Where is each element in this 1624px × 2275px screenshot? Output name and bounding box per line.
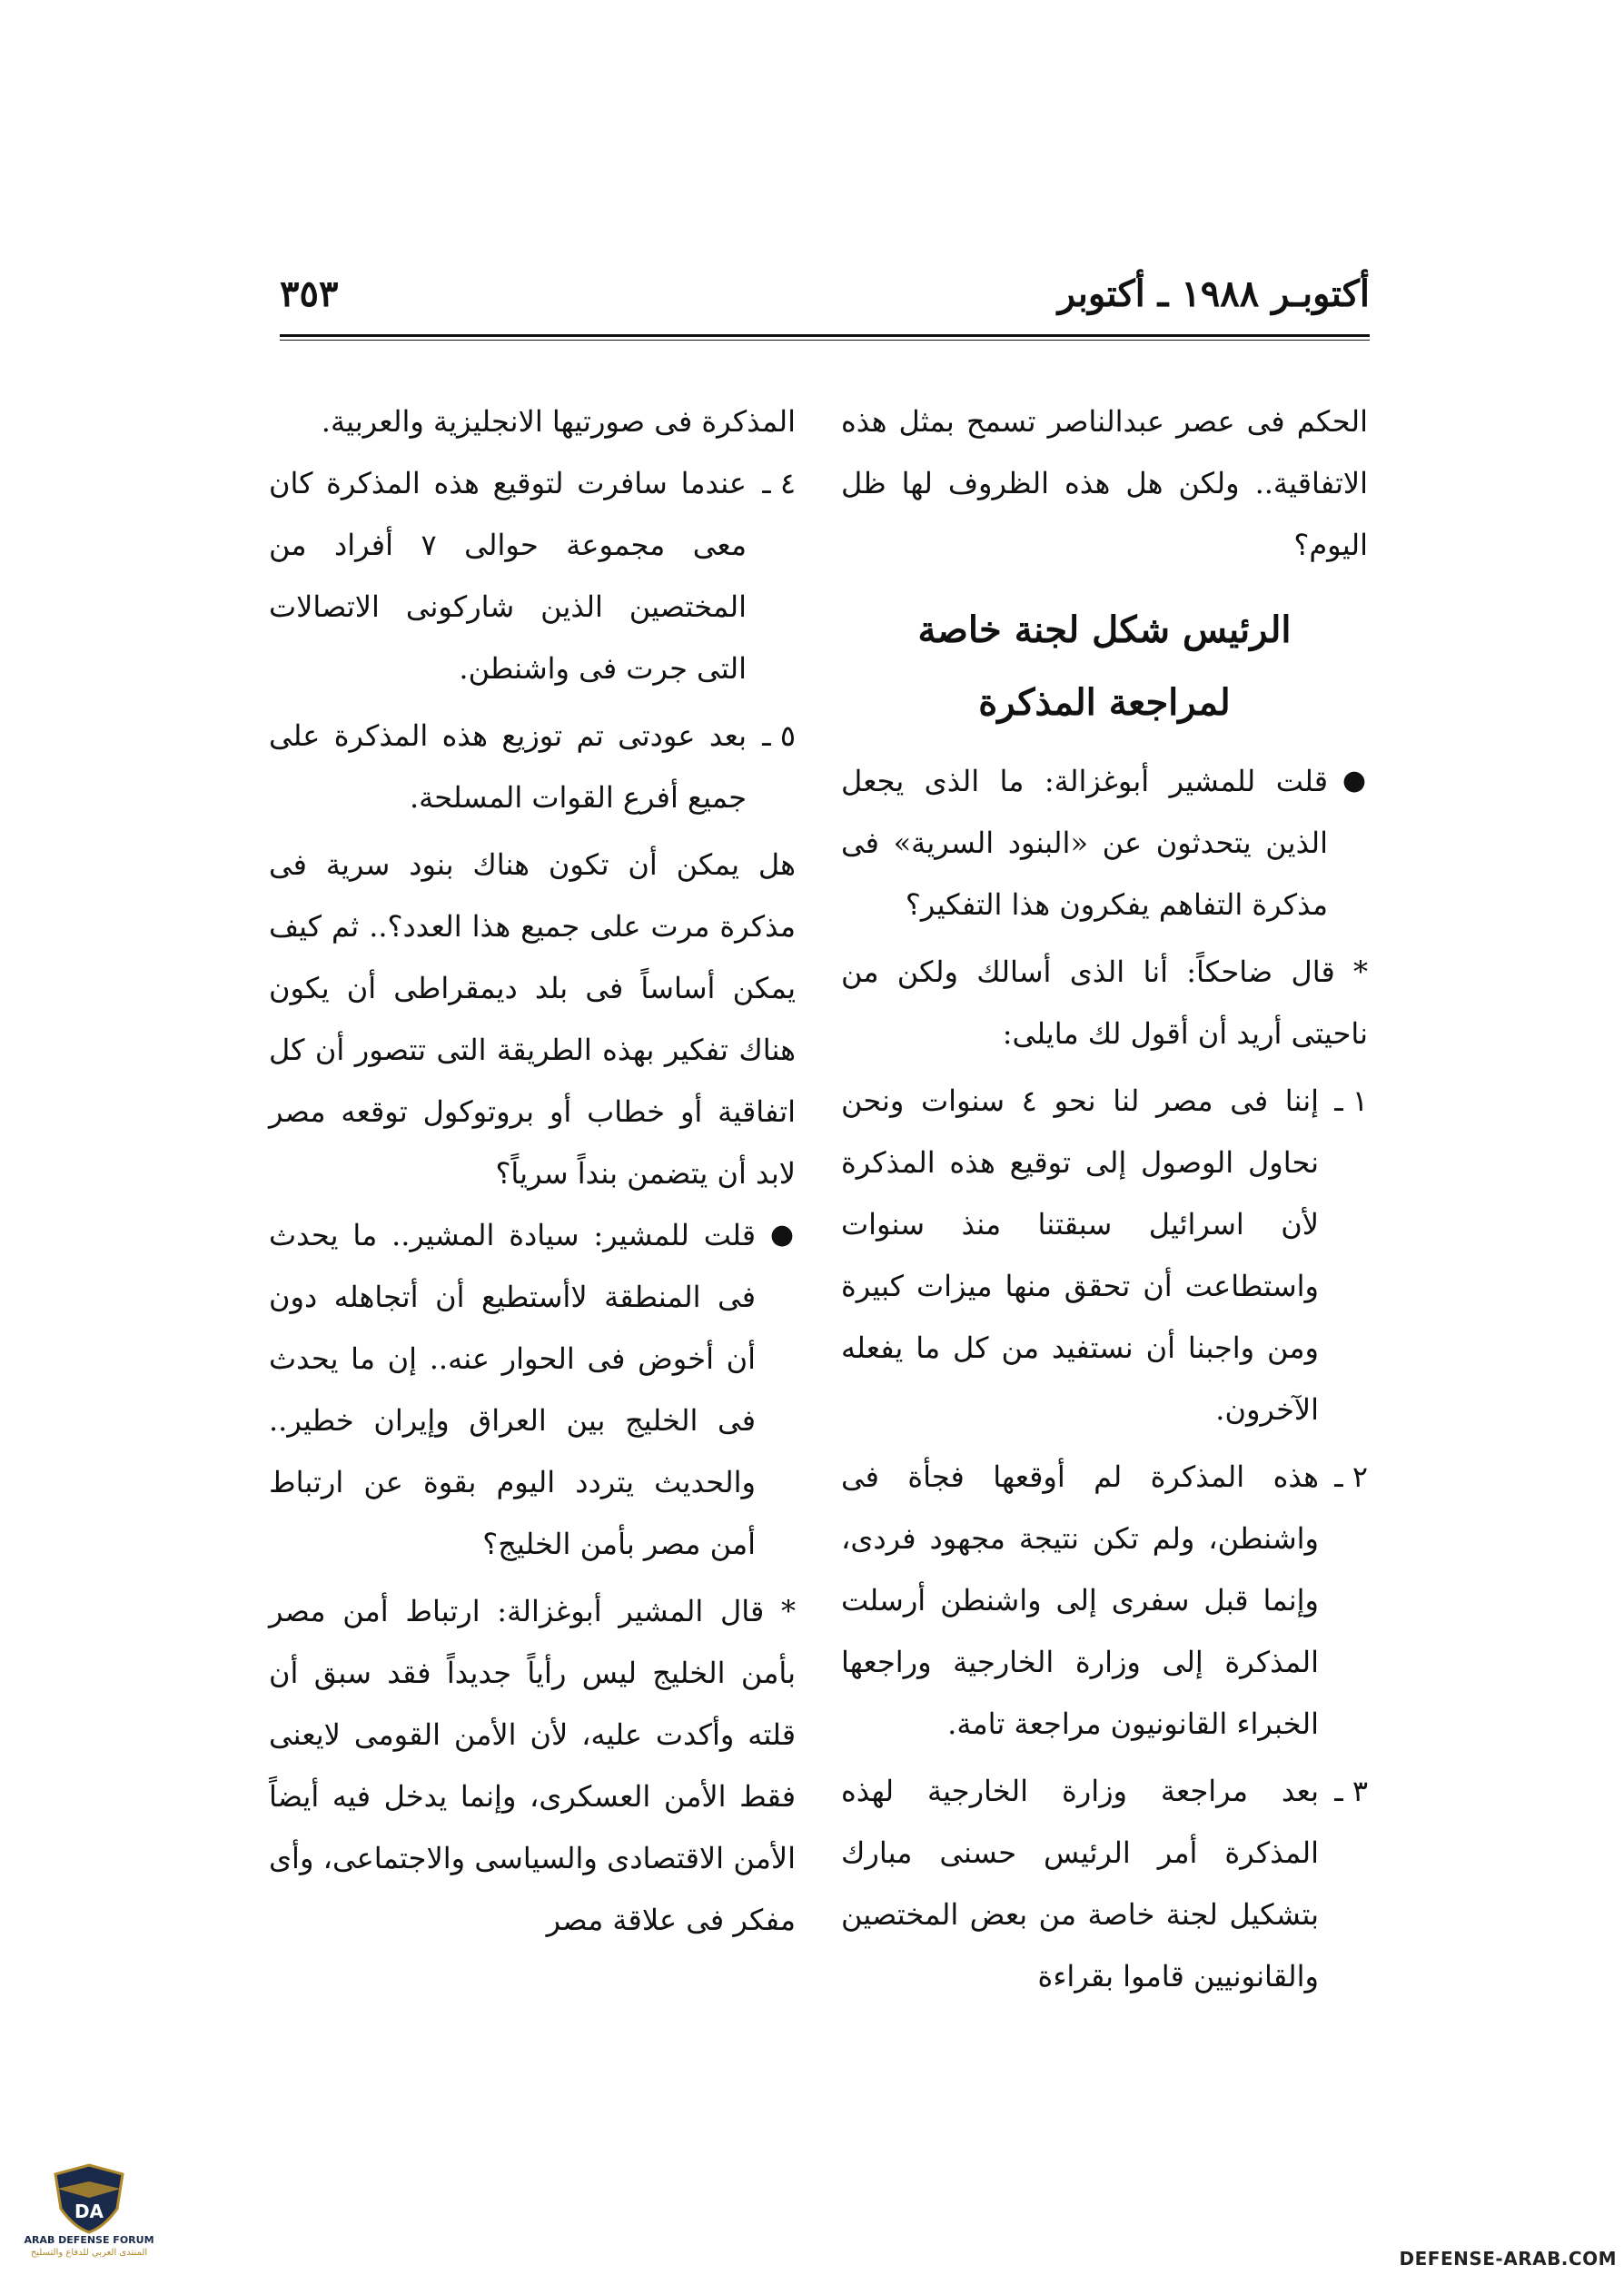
heading-line-2: لمراجعة المذكرة	[978, 681, 1231, 724]
left-column	[269, 391, 796, 1956]
list-item-number: ٣ ـ	[1334, 1774, 1368, 1808]
list-item-text: عندما سافرت لتوقيع هذه المذكرة كان معى مجموعة حوالى ٧ أفراد من المختصين الذين شاركونى الاتصالات التى جرت فى واشنطن.	[269, 466, 748, 686]
question-1	[841, 750, 1368, 935]
list-item	[841, 1446, 1368, 1755]
list-item	[269, 452, 796, 699]
logo-english-text: ARAB DEFENSE FORUM	[24, 2234, 154, 2246]
list-item-number: ٥ ـ	[762, 718, 796, 753]
answer-1-text	[841, 941, 1368, 1064]
shield-emblem-icon	[48, 2161, 130, 2234]
running-header	[280, 272, 1370, 327]
body-paragraph: هل يمكن أن تكون هناك بنود سرية فى مذكرة مرت على جميع هذا العدد؟.. ثم كيف يمكن أساساً فى بلد ديمقراطى أن يكون هناك تفكير بهذه الطريقة التى تتصور أن كل اتفاقية أو خطاب أو بروتوكول توقعه مصر لابد أن يتضمن بنداً سرياً؟	[269, 847, 796, 1191]
question-2-text: قلت للمشير: سيادة المشير.. ما يحدث فى المنطقة لاأستطيع أن أتجاهله دون أن أخوض فى الحوار عنه.. إن ما يحدث فى الخليج بين العراق وإيران خطير.. والحديث يتردد اليوم بقوة عن ارتباط أمن مصر بأمن الخليج؟	[269, 1218, 756, 1561]
answer-2-text	[269, 1580, 796, 1951]
page-number: ٣٥٣	[280, 272, 339, 315]
list-item-text: بعد مراجعة وزارة الخارجية لهذه المذكرة أمر الرئيس حسنى مبارك بتشكيل لجنة خاصة من بعض المختصين والقانونيين قاموا بقراءة	[841, 1774, 1319, 1993]
answer-1-body: قال ضاحكاً: أنا الذى أسالك ولكن من ناحيتى أريد أن أقول لك مايلى:	[841, 955, 1368, 1051]
section-heading	[841, 594, 1368, 739]
star-icon: *	[781, 1594, 796, 1628]
running-title: أكتوبـر ١٩٨٨ ـ أكتوبر	[1057, 272, 1370, 315]
list-item	[841, 1760, 1368, 2007]
list-item-text: هذه المذكرة لم أوقعها فجأة فى واشنطن، ولم تكن نتيجة مجهود فردى، وإنما قبل سفرى إلى واشنطن أرسلت المذكرة إلى وزارة الخارجية وراجعها الخبراء القانونيون مراجعة تامة.	[841, 1459, 1319, 1741]
forum-logo[interactable]	[16, 2161, 162, 2269]
bullet-icon: ●	[1342, 765, 1366, 796]
continuation-paragraph: المذكرة فى صورتيها الانجليزية والعربية.	[321, 404, 796, 439]
list-item-text: بعد عودتى تم توزيع هذه المذكرة على جميع أفرع القوات المسلحة.	[269, 718, 747, 815]
right-column	[841, 391, 1368, 2013]
question-1-text: قلت للمشير أبوغزالة: ما الذى يجعل الذين يتحدثون عن «البنود السرية» فى مذكرة التفاهم يفكرون هذا التفكير؟	[841, 764, 1328, 922]
site-watermark[interactable]: DEFENSE-ARAB.COM	[1399, 2248, 1617, 2270]
question-2	[269, 1204, 796, 1575]
heading-line-1: الرئيس شكل لجنة خاصة	[917, 608, 1292, 651]
star-icon: *	[1353, 955, 1368, 989]
answer-2	[269, 1580, 796, 1951]
answer-1	[841, 941, 1368, 1064]
intro-paragraph: الحكم فى عصر عبدالناصر تسمح بمثل هذه الاتفاقية.. ولكن هل هذه الظروف لها ظل اليوم؟	[841, 404, 1368, 562]
header-rule	[280, 334, 1370, 341]
list-item-number: ٤ ـ	[762, 466, 796, 500]
answer-2-body: قال المشير أبوغزالة: ارتباط أمن مصر بأمن الخليج ليس رأياً جديداً فقد سبق أن قلته وأكدت عليه، لأن الأمن القومى لايعنى فقط الأمن العسكرى، وإنما يدخل فيه أيضاً الأمن الاقتصادى والسياسى والاجتماعى، وأى مفكر فى علاقة مصر	[269, 1594, 796, 1937]
logo-monogram: DA	[74, 2201, 104, 2222]
logo-arabic-text: المنتدى العربي للدفاع والتسليح	[30, 2248, 148, 2258]
list-item-number: ١ ـ	[1334, 1083, 1368, 1118]
list-item	[269, 705, 796, 828]
list-item-number: ٢ ـ	[1334, 1459, 1368, 1494]
bullet-icon: ●	[769, 1219, 794, 1251]
list-item-text: إننا فى مصر لنا نحو ٤ سنوات ونحن نحاول الوصول إلى توقيع هذه المذكرة لأن اسرائيل سبقتنا منذ سنوات واستطاعت أن تحقق منها ميزات كبيرة ومن واجبنا أن نستفيد من كل ما يفعله الآخرون.	[841, 1083, 1320, 1427]
list-item	[841, 1070, 1368, 1440]
